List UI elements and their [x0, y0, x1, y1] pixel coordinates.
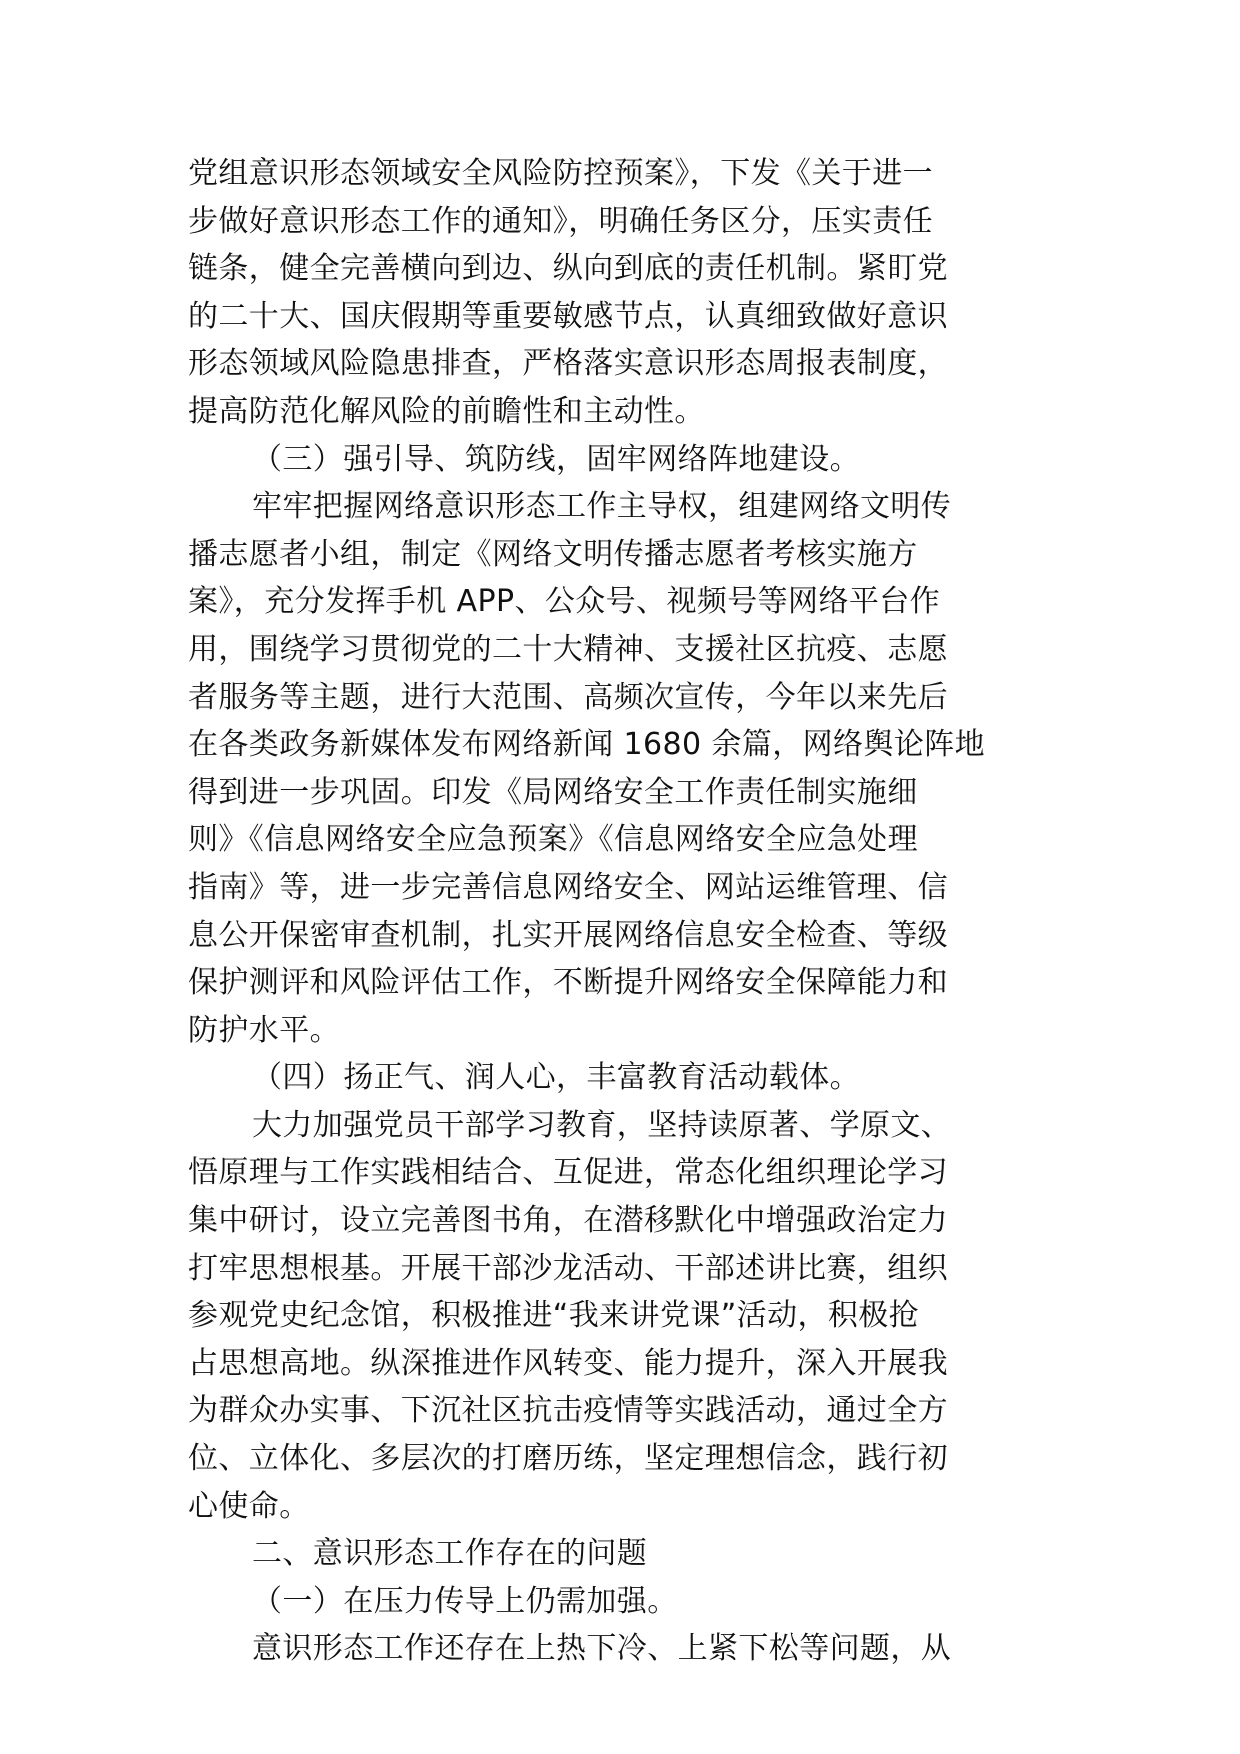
text-line: 打牢思想根基。开展干部沙龙活动、干部述讲比赛，组织 [188, 1250, 948, 1286]
text-line: 党组意识形态领域安全风险防控预案》，下发《关于进一 [188, 156, 933, 191]
text-line: 心使命。 [188, 1488, 310, 1524]
document-body [188, 150, 1058, 1673]
text-line: 用，围绕学习贯彻党的二十大精神、支援社区抗疫、志愿 [188, 631, 948, 667]
section-heading: （四）扬正气、润人心，丰富教育活动载体。 [252, 1060, 860, 1096]
text-line: 步做好意识形态工作的通知》，明确任务区分，压实责任 [188, 203, 933, 239]
text-line: 指南》等，进一步完善信息网络安全、网站运维管理、信 [188, 869, 948, 905]
text-line: 集中研讨，设立完善图书角，在潜移默化中增强政治定力 [188, 1203, 948, 1239]
text-line: 得到进一步巩固。印发《局网络安全工作责任制实施细 [188, 774, 918, 810]
text-line: 案》，充分发挥手机 APP、公众号、视频号等网络平台作 [188, 584, 941, 620]
section-heading: （三）强引导、筑防线，固牢网络阵地建设。 [252, 441, 860, 477]
text-line: 的二十大、国庆假期等重要敏感节点，认真细致做好意识 [188, 298, 948, 334]
text-line: 位、立体化、多层次的打磨历练，坚定理想信念，践行初 [188, 1441, 948, 1477]
text-line: 悟原理与工作实践相结合、互促进，常态化组织理论学习 [188, 1155, 948, 1191]
section-heading: 二、意识形态工作存在的问题 [252, 1536, 648, 1572]
text-line: 保护测评和风险评估工作，不断提升网络安全保障能力和 [188, 965, 948, 1001]
text-line: 在各类政务新媒体发布网络新闻 1680 余篇，网络舆论阵地 [188, 727, 986, 763]
subsection-heading: （一）在压力传导上仍需加强。 [252, 1583, 678, 1619]
text-line: 息公开保密审查机制，扎实开展网络信息安全检查、等级 [188, 917, 948, 953]
paragraph-first-line: 大力加强党员干部学习教育，坚持读原著、学原文、 [252, 1107, 952, 1143]
text-line: 提高防范化解风险的前瞻性和主动性。 [188, 393, 705, 429]
paragraph-first-line: 意识形态工作还存在上热下冷、上紧下松等问题，从 [252, 1631, 952, 1667]
text-line: 链条，健全完善横向到边、纵向到底的责任机制。紧盯党 [188, 251, 948, 287]
text-line: 占思想高地。纵深推进作风转变、能力提升，深入开展我 [188, 1345, 948, 1381]
text-line: 则》《信息网络安全应急预案》《信息网络安全应急处理 [188, 822, 918, 858]
text-line: 播志愿者小组，制定《网络文明传播志愿者考核实施方 [188, 536, 918, 572]
text-line: 为群众办实事、下沉社区抗击疫情等实践活动，通过全方 [188, 1393, 948, 1429]
text-line: 形态领域风险隐患排查，严格落实意识形态周报表制度， [188, 346, 948, 382]
text-line: 参观党史纪念馆，积极推进“我来讲党课”活动，积极抢 [188, 1298, 920, 1334]
text-line: 者服务等主题，进行大范围、高频次宣传，今年以来先后 [188, 679, 948, 715]
paragraph-first-line: 牢牢把握网络意识形态工作主导权，组建网络文明传 [252, 489, 952, 525]
text-line: 防护水平。 [188, 1012, 340, 1048]
